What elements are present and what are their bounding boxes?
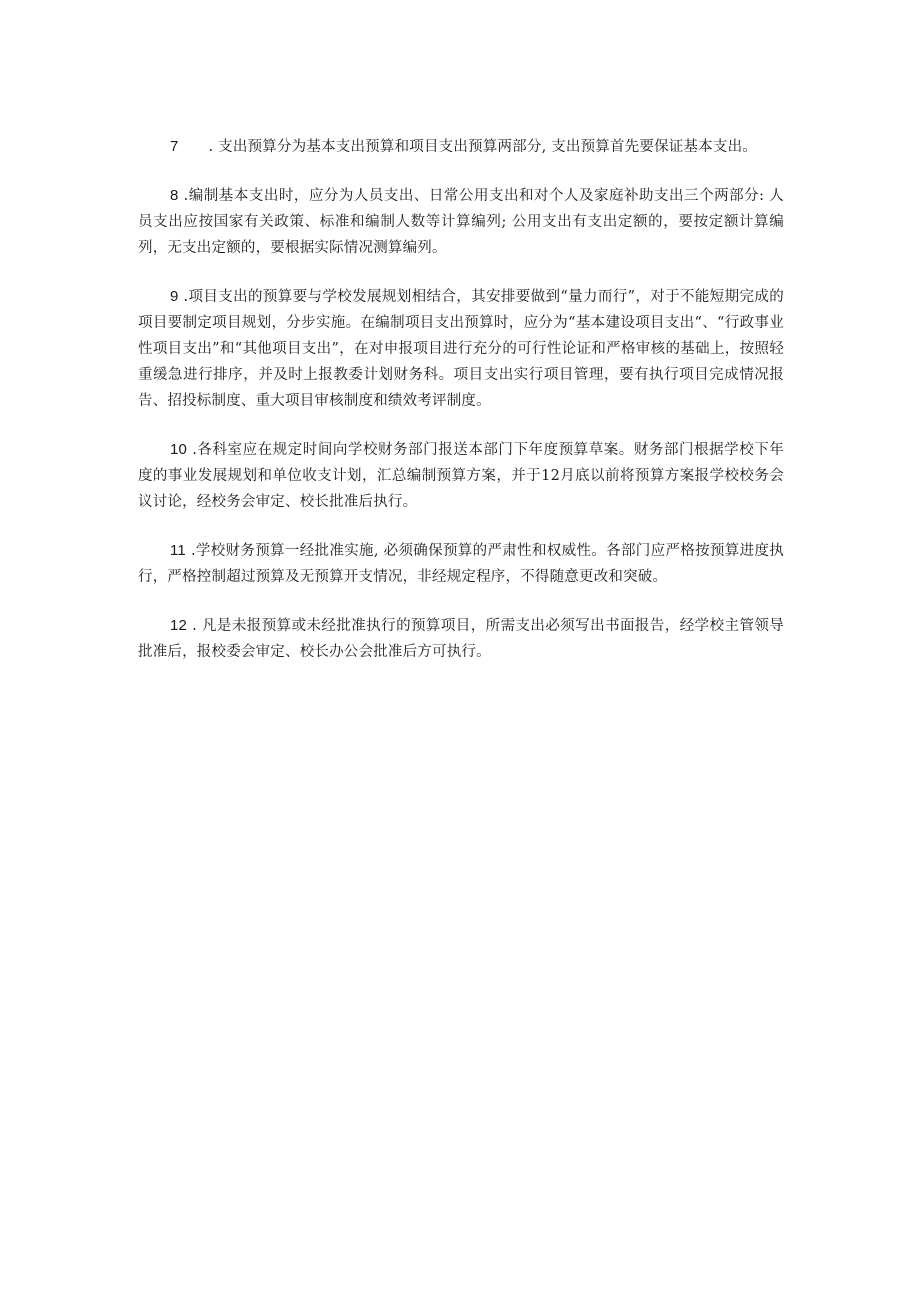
paragraph-number: 9 <box>170 288 179 305</box>
paragraph-number: 8 <box>170 187 179 204</box>
paragraph-number: 7 <box>170 138 179 155</box>
paragraph-number: 11 <box>170 542 186 559</box>
paragraph-text: .编制基本支出时，应分为人员支出、日常公用支出和对个人及家庭补助支出三个两部分: 人员支出应按国家有关政策、标准和编制人数等计算编列; 公用支出有支出定额的，要按定额计算编列，无支出定额的，要根据实际情况测算编列。 <box>138 188 785 256</box>
paragraph-text: .各科室应在规定时间向学校财务部门报送本部门下年度预算草案。财务部门根据学校下年度的事业发展规划和单位收支计划，汇总编制预算方案，并于12月底以前将预算方案报学校校务会议讨论，经校务会审定、校长批准后执行。 <box>138 442 785 510</box>
document-body <box>138 134 784 688</box>
paragraph-text: . 支出预算分为基本支出预算和项目支出预算两部分, 支出预算首先要保证基本支出。 <box>208 139 757 155</box>
paragraph-9 <box>138 284 784 414</box>
paragraph-number: 12 <box>170 617 188 634</box>
paragraph-number: 10 <box>170 441 188 458</box>
paragraph-10 <box>138 437 784 515</box>
paragraph-11 <box>138 538 784 590</box>
paragraph-7 <box>138 134 784 160</box>
paragraph-text: .学校财务预算一经批准实施, 必须确保预算的严肃性和权威性。各部门应严格按预算进度执行，严格控制超过预算及无预算开支情况，非经规定程序，不得随意更改和突破。 <box>138 543 784 585</box>
paragraph-8 <box>138 183 784 261</box>
paragraph-text: .项目支出的预算要与学校发展规划相结合，其安排要做到“量力而行”，对于不能短期完成的项目要制定项目规划，分步实施。在编制项目支出预算时，应分为“基本建设项目支出“、“行政事业性项目支出”和“其他项目支出”，在对申报项目进行充分的可行性论证和严格审核的基础上，按照轻重缓急进行排序，并及时上报教委计划财务科。项目支出实行项目管理，要有执行项目完成情况报告、招投标制度、重大项目审核制度和绩效考评制度。 <box>138 289 784 409</box>
paragraph-12 <box>138 613 784 665</box>
paragraph-text: . 凡是未报预算或未经批准执行的预算项目，所需支出必须写出书面报告，经学校主管领导批准后，报校委会审定、校长办公会批准后方可执行。 <box>138 618 784 660</box>
